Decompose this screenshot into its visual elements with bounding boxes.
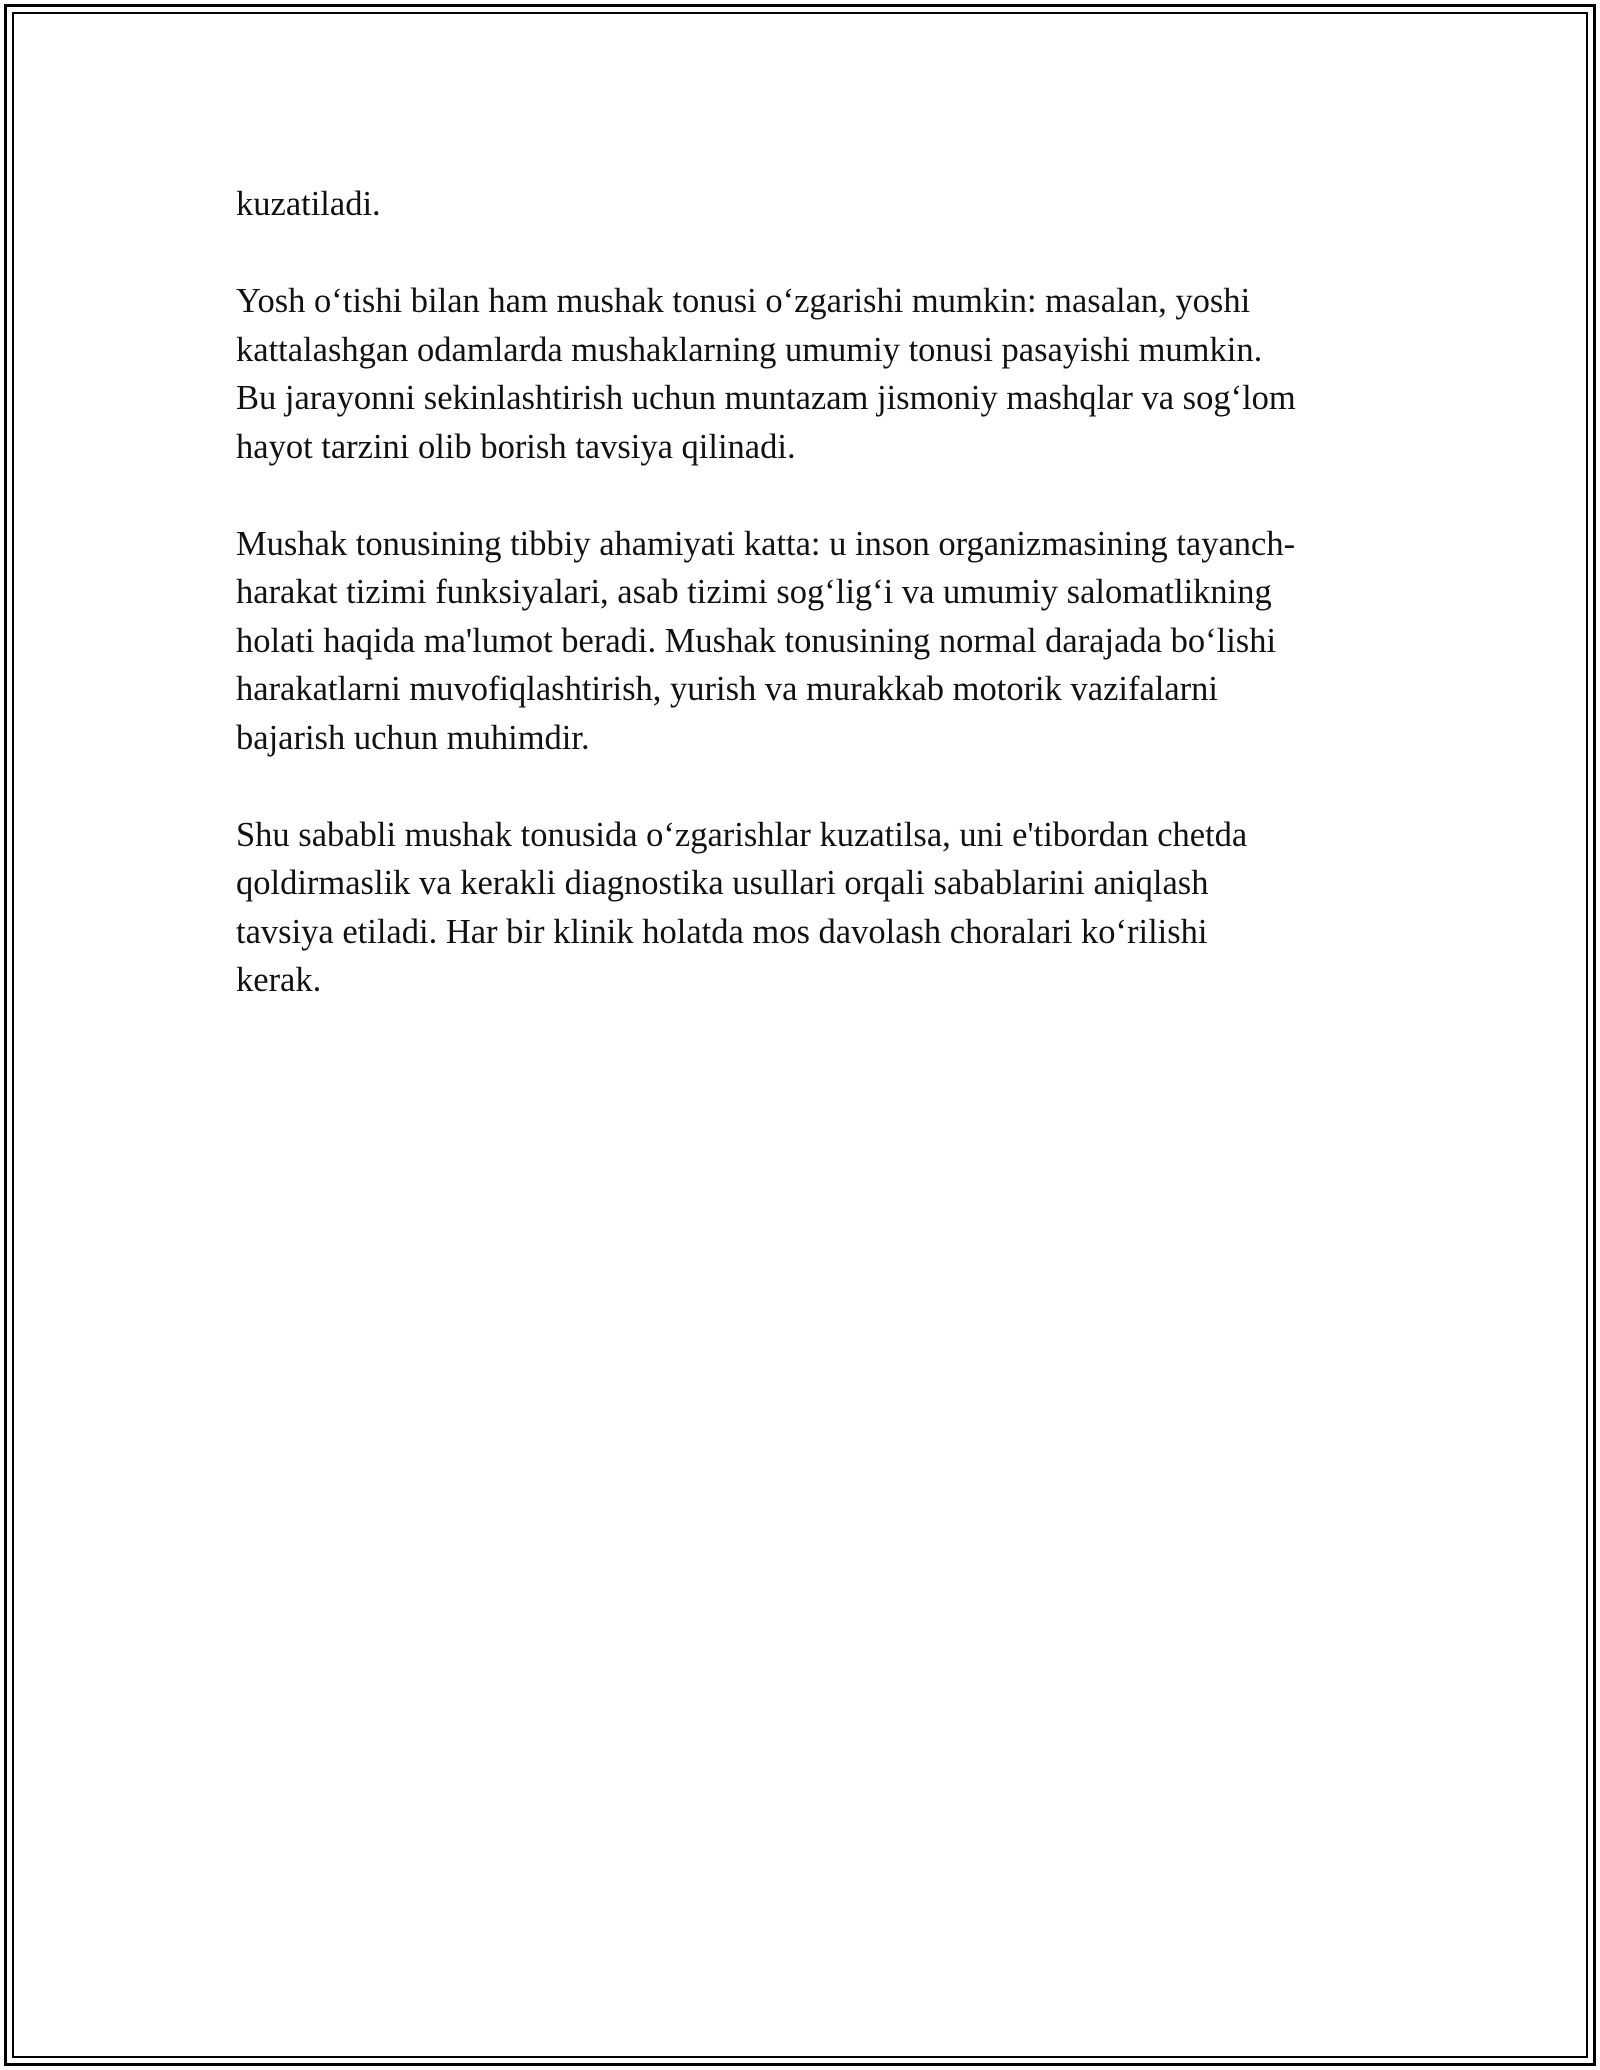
paragraph-aging-muscle-tone: Yosh o‘tishi bilan ham mushak tonusi o‘zgarishi mumkin: masalan, yoshi kattalashgan odamlarda mushaklarning umumiy tonusi pasayishi mumkin. Bu jarayonni sekinlashtirish uchun muntazam jismoniy mashqlar va sog‘lom hayot tarzini olib borish tavsiya qilinadi. bbox=[236, 282, 1296, 466]
paragraph-medical-importance: Mushak tonusining tibbiy ahamiyati katta: u inson organizmasining tayanch- harakat tizimi funksiyalari, asab tizimi sog‘lig‘i va umumiy salomatlikning holati haqida ma'lumot beradi. Mushak tonusining normal darajada bo‘lishi harakatlarni muvofiqlashtirish, yurish va murakkab motorik vazifalarni bajarish uchun muhimdir. bbox=[236, 524, 1296, 757]
document-body bbox=[236, 180, 1416, 1053]
paragraph-continuation: kuzatiladi. bbox=[236, 185, 381, 223]
paragraph-diagnostics-recommendation: Shu sababli mushak tonusida o‘zgarishlar kuzatilsa, uni e'tibordan chetda qoldirmaslik va kerakli diagnostika usullari orqali sabablarini aniqlash tavsiya etiladi. Har bir klinik holatda mos davolash choralari ko‘rilishi kerak. bbox=[236, 815, 1248, 999]
